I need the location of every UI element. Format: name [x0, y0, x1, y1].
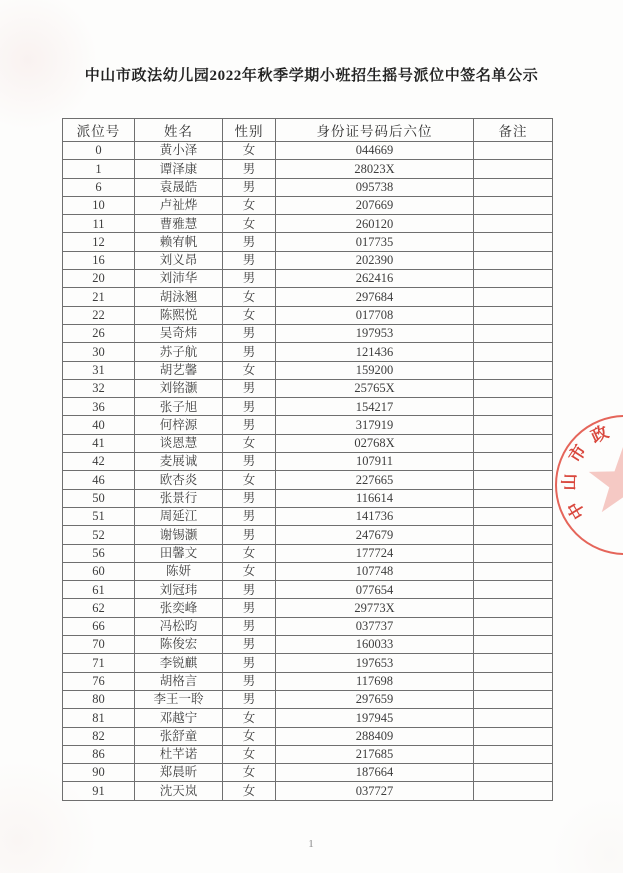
table-cell: 095738	[276, 178, 474, 196]
table-cell: 邓越宁	[135, 709, 223, 727]
table-cell: 217685	[276, 745, 474, 763]
table-cell: 谢锡灏	[135, 526, 223, 544]
table-cell	[474, 654, 553, 672]
table-cell	[474, 361, 553, 379]
table-cell: 男	[223, 581, 276, 599]
document-title: 中山市政法幼儿园2022年秋季学期小班招生摇号派位中签名单公示	[84, 68, 539, 84]
table-cell: 欧杏炎	[135, 471, 223, 489]
table-cell: 91	[63, 782, 135, 800]
table-cell: 女	[223, 288, 276, 306]
table-cell: 36	[63, 398, 135, 416]
table-row	[63, 745, 553, 763]
table-cell: 刘义昂	[135, 251, 223, 269]
table-row	[63, 617, 553, 635]
table-cell	[474, 324, 553, 342]
table-row	[63, 306, 553, 324]
table-cell: 麦展诚	[135, 453, 223, 471]
table-cell: 刘铭灏	[135, 379, 223, 397]
column-header-id-last-six: 身份证号码后六位	[276, 119, 474, 142]
table-cell: 10	[63, 196, 135, 214]
table-cell: 29773X	[276, 599, 474, 617]
table-row	[63, 416, 553, 434]
table-cell	[474, 562, 553, 580]
seal-char-zhong: 中	[564, 498, 590, 523]
table-cell: 30	[63, 343, 135, 361]
table-cell	[474, 434, 553, 452]
table-row	[63, 270, 553, 288]
table-cell	[474, 745, 553, 763]
table-cell: 男	[223, 379, 276, 397]
table-cell: 男	[223, 526, 276, 544]
table-row	[63, 672, 553, 690]
table-cell	[474, 270, 553, 288]
table-cell: 077654	[276, 581, 474, 599]
table-cell: 冯松昀	[135, 617, 223, 635]
table-cell: 60	[63, 562, 135, 580]
table-cell: 李王一聆	[135, 690, 223, 708]
table-cell: 297659	[276, 690, 474, 708]
table-cell: 男	[223, 507, 276, 525]
table-cell: 177724	[276, 544, 474, 562]
table-cell: 男	[223, 636, 276, 654]
table-cell	[474, 416, 553, 434]
table-row	[63, 196, 553, 214]
table-cell: 男	[223, 251, 276, 269]
table-cell: 31	[63, 361, 135, 379]
table-row	[63, 599, 553, 617]
table-cell	[474, 196, 553, 214]
table-cell: 82	[63, 727, 135, 745]
table-cell: 76	[63, 672, 135, 690]
table-cell: 谈恩慧	[135, 434, 223, 452]
table-cell: 张子旭	[135, 398, 223, 416]
table-cell: 11	[63, 215, 135, 233]
table-cell: 62	[63, 599, 135, 617]
table-cell	[474, 544, 553, 562]
table-cell	[474, 471, 553, 489]
table-cell: 197945	[276, 709, 474, 727]
table-cell: 61	[63, 581, 135, 599]
table-cell: 女	[223, 562, 276, 580]
table-cell: 32	[63, 379, 135, 397]
table-cell: 女	[223, 361, 276, 379]
table-cell: 男	[223, 178, 276, 196]
table-cell: 周延江	[135, 507, 223, 525]
table-cell: 男	[223, 690, 276, 708]
table-cell: 26	[63, 324, 135, 342]
table-cell	[474, 599, 553, 617]
table-cell: 288409	[276, 727, 474, 745]
table-cell	[474, 306, 553, 324]
table-row	[63, 361, 553, 379]
table-cell: 男	[223, 324, 276, 342]
table-cell: 297684	[276, 288, 474, 306]
table-cell	[474, 160, 553, 178]
table-cell: 56	[63, 544, 135, 562]
table-row	[63, 288, 553, 306]
table-cell: 207669	[276, 196, 474, 214]
table-cell	[474, 526, 553, 544]
table-cell: 女	[223, 709, 276, 727]
table-cell	[474, 782, 553, 800]
table-cell: 男	[223, 270, 276, 288]
table-cell: 胡泳翘	[135, 288, 223, 306]
table-cell: 017735	[276, 233, 474, 251]
table-cell: 胡格言	[135, 672, 223, 690]
table-cell: 50	[63, 489, 135, 507]
table-cell: 247679	[276, 526, 474, 544]
table-cell: 197653	[276, 654, 474, 672]
table-cell	[474, 489, 553, 507]
table-cell: 女	[223, 544, 276, 562]
table-cell: 男	[223, 672, 276, 690]
table-cell: 40	[63, 416, 135, 434]
table-cell: 张舒童	[135, 727, 223, 745]
table-row	[63, 471, 553, 489]
table-row	[63, 526, 553, 544]
table-cell: 037727	[276, 782, 474, 800]
table-cell: 25765X	[276, 379, 474, 397]
table-cell: 男	[223, 489, 276, 507]
table-row	[63, 379, 553, 397]
table-row	[63, 324, 553, 342]
column-header-gender: 性别	[223, 119, 276, 142]
column-header-lottery-number: 派位号	[63, 119, 135, 142]
seal-char-zheng: 政	[588, 422, 612, 447]
table-cell: 何梓源	[135, 416, 223, 434]
table-cell	[474, 507, 553, 525]
table-cell: 70	[63, 636, 135, 654]
table-cell: 02768X	[276, 434, 474, 452]
table-cell: 男	[223, 617, 276, 635]
table-cell	[474, 398, 553, 416]
table-cell: 郑晨昕	[135, 764, 223, 782]
table-cell: 陈俊宏	[135, 636, 223, 654]
table-cell: 女	[223, 306, 276, 324]
table-row	[63, 215, 553, 233]
table-cell	[474, 288, 553, 306]
table-cell: 男	[223, 398, 276, 416]
table-cell	[474, 581, 553, 599]
table-row	[63, 453, 553, 471]
table-cell: 141736	[276, 507, 474, 525]
table-cell: 黄小泽	[135, 142, 223, 160]
table-cell: 卢祉烨	[135, 196, 223, 214]
table-row	[63, 233, 553, 251]
table-cell: 90	[63, 764, 135, 782]
table-cell	[474, 672, 553, 690]
table-cell: 80	[63, 690, 135, 708]
table-cell: 刘沛华	[135, 270, 223, 288]
table-row	[63, 251, 553, 269]
table-cell: 女	[223, 215, 276, 233]
table-cell: 曹雅慧	[135, 215, 223, 233]
table-cell	[474, 142, 553, 160]
table-cell: 男	[223, 453, 276, 471]
table-cell: 227665	[276, 471, 474, 489]
table-cell: 262416	[276, 270, 474, 288]
table-cell: 154217	[276, 398, 474, 416]
table-cell	[474, 178, 553, 196]
table-cell: 260120	[276, 215, 474, 233]
table-cell: 男	[223, 599, 276, 617]
table-cell: 女	[223, 782, 276, 800]
table-cell: 116614	[276, 489, 474, 507]
table-cell: 张奕峰	[135, 599, 223, 617]
table-cell	[474, 617, 553, 635]
table-cell: 66	[63, 617, 135, 635]
table-cell: 女	[223, 471, 276, 489]
table-row	[63, 764, 553, 782]
table-cell	[474, 690, 553, 708]
table-cell: 51	[63, 507, 135, 525]
table-cell	[474, 764, 553, 782]
table-cell: 52	[63, 526, 135, 544]
table-row	[63, 562, 553, 580]
table-cell: 张景行	[135, 489, 223, 507]
page-number: 1	[308, 838, 315, 850]
table-cell: 86	[63, 745, 135, 763]
column-header-name: 姓名	[135, 119, 223, 142]
table-cell: 田馨文	[135, 544, 223, 562]
table-cell: 陈妍	[135, 562, 223, 580]
table-cell	[474, 233, 553, 251]
table-cell: 121436	[276, 343, 474, 361]
table-cell: 81	[63, 709, 135, 727]
table-cell: 6	[63, 178, 135, 196]
table-row	[63, 727, 553, 745]
table-row	[63, 581, 553, 599]
table-cell	[474, 453, 553, 471]
table-cell: 1	[63, 160, 135, 178]
seal-star-icon	[585, 445, 623, 521]
table-cell: 197953	[276, 324, 474, 342]
table-cell	[474, 636, 553, 654]
seal-char-shan: 山	[559, 473, 580, 491]
table-row	[63, 654, 553, 672]
table-cell: 21	[63, 288, 135, 306]
table-cell: 017708	[276, 306, 474, 324]
table-row	[63, 690, 553, 708]
table-row	[63, 178, 553, 196]
table-cell: 044669	[276, 142, 474, 160]
table-row	[63, 636, 553, 654]
table-cell: 160033	[276, 636, 474, 654]
table-cell: 22	[63, 306, 135, 324]
table-cell: 12	[63, 233, 135, 251]
table-cell: 谭泽康	[135, 160, 223, 178]
table-cell: 男	[223, 654, 276, 672]
table-cell: 117698	[276, 672, 474, 690]
table-cell: 女	[223, 745, 276, 763]
table-cell: 沈天岚	[135, 782, 223, 800]
table-cell: 苏子航	[135, 343, 223, 361]
column-header-remarks: 备注	[474, 119, 553, 142]
table-cell: 男	[223, 160, 276, 178]
table-cell: 袁晟皓	[135, 178, 223, 196]
table-cell: 42	[63, 453, 135, 471]
table-row	[63, 343, 553, 361]
table-cell: 吴奇炜	[135, 324, 223, 342]
table-cell: 317919	[276, 416, 474, 434]
table-cell: 0	[63, 142, 135, 160]
table-cell: 女	[223, 142, 276, 160]
table-cell: 107911	[276, 453, 474, 471]
table-cell: 赖宥帆	[135, 233, 223, 251]
table-cell: 女	[223, 196, 276, 214]
table-cell: 李锐麒	[135, 654, 223, 672]
table-cell: 胡艺馨	[135, 361, 223, 379]
table-row	[63, 398, 553, 416]
table-row	[63, 709, 553, 727]
table-cell	[474, 251, 553, 269]
table-cell: 037737	[276, 617, 474, 635]
table-cell: 杜芊诺	[135, 745, 223, 763]
seal-char-shi: 市	[564, 441, 591, 467]
table-row	[63, 544, 553, 562]
table-row	[63, 489, 553, 507]
table-cell	[474, 727, 553, 745]
table-cell: 46	[63, 471, 135, 489]
table-cell: 20	[63, 270, 135, 288]
table-cell: 刘冠玮	[135, 581, 223, 599]
table-cell	[474, 709, 553, 727]
table-header-row	[63, 119, 553, 142]
table-cell	[474, 379, 553, 397]
table-row	[63, 507, 553, 525]
table-row	[63, 782, 553, 800]
table-cell: 202390	[276, 251, 474, 269]
table-cell: 41	[63, 434, 135, 452]
table-cell: 男	[223, 343, 276, 361]
table-cell: 107748	[276, 562, 474, 580]
table-cell: 男	[223, 416, 276, 434]
table-cell: 女	[223, 727, 276, 745]
table-cell: 男	[223, 233, 276, 251]
table-cell	[474, 343, 553, 361]
table-cell: 159200	[276, 361, 474, 379]
table-cell: 女	[223, 434, 276, 452]
table-cell: 陈熙悦	[135, 306, 223, 324]
table-cell	[474, 215, 553, 233]
table-row	[63, 434, 553, 452]
table-cell: 28023X	[276, 160, 474, 178]
table-cell: 187664	[276, 764, 474, 782]
table-body	[63, 142, 553, 801]
table-cell: 女	[223, 764, 276, 782]
table-cell: 16	[63, 251, 135, 269]
table-row	[63, 160, 553, 178]
table-row	[63, 142, 553, 160]
admission-lottery-table	[62, 118, 553, 801]
table-cell: 71	[63, 654, 135, 672]
